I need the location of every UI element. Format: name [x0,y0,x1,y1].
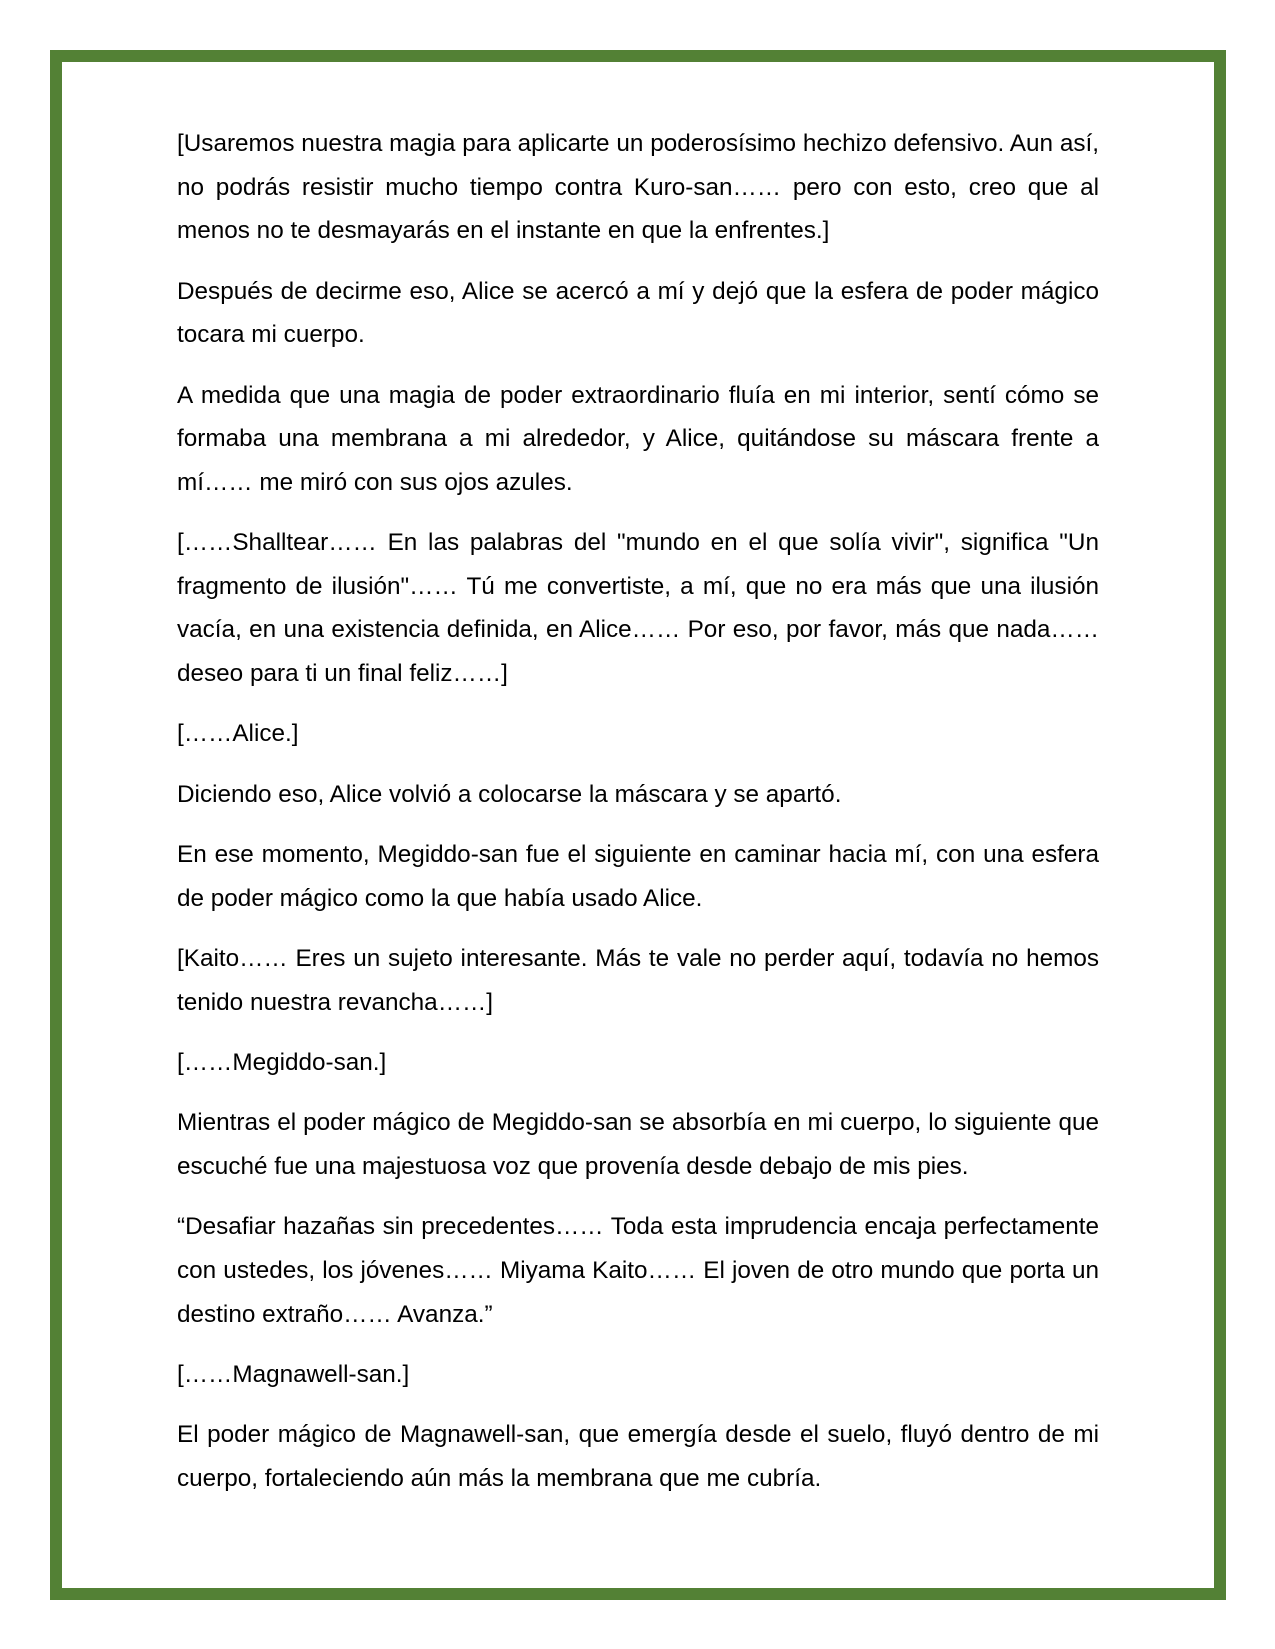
paragraph-alice-reply: [……Alice.] [177,720,299,748]
paragraph-shalltear-meaning: [……Shalltear…… En las palabras del "mundo en el que solía vivir", significa "Un fragmento de ilusión"…… Tú me convertiste, a mí, que no era más que una ilusión vacía, en una existencia definida, en Alice…… Por eso, por favor, más que nada…… deseo para ti un final feliz……] [177,529,1099,687]
paragraph-membrane-forms: A medida que una magia de poder extraordinario fluía en mi interior, sentí cómo se formaba una membrana a mi alrededor, y Alice, quitándose su máscara frente a mí…… me miró con sus ojos azules. [177,381,1099,496]
paragraph-magnawell-power: El poder mágico de Magnawell-san, que emergía desde el suelo, fluyó dentro de mi cuerpo, fortaleciendo aún más la membrana que me cubría. [177,1421,1099,1492]
paragraph-alice-defensive-spell: [Usaremos nuestra magia para aplicarte un poderosísimo hechizo defensivo. Aun así, no podrás resistir mucho tiempo contra Kuro-san…… pero con esto, creo que al menos no te desmayarás en el instante en que la enfrentes.] [177,130,1099,245]
paragraph-megiddo-reply: [……Megiddo-san.] [177,1049,387,1077]
paragraph-megiddo-walks: En ese momento, Megiddo-san fue el siguiente en caminar hacia mí, con una esfera de poder mágico como la que había usado Alice. [177,841,1099,912]
paragraph-magnawell-reply: [……Magnawell-san.] [177,1361,410,1389]
paragraph-alice-steps-back: Diciendo eso, Alice volvió a colocarse la máscara y se apartó. [177,780,842,808]
document-text-body [177,122,1099,1517]
paragraph-megiddo-speech: [Kaito…… Eres un sujeto interesante. Más te vale no perder aquí, todavía no hemos tenido nuestra revancha……] [177,945,1099,1016]
paragraph-majestic-voice: Mientras el poder mágico de Megiddo-san se absorbía en mi cuerpo, lo siguiente que escuché fue una majestuosa voz que provenía desde debajo de mis pies. [177,1109,1099,1181]
paragraph-alice-approaches: Después de decirme eso, Alice se acercó a mí y dejó que la esfera de poder mágico tocara mi cuerpo. [177,277,1099,349]
paragraph-magnawell-speech: “Desafiar hazañas sin precedentes…… Toda esta imprudencia encaja perfectamente con ustedes, los jóvenes…… Miyama Kaito…… El joven de otro mundo que porta un destino extraño…… Avanza.” [177,1213,1099,1328]
